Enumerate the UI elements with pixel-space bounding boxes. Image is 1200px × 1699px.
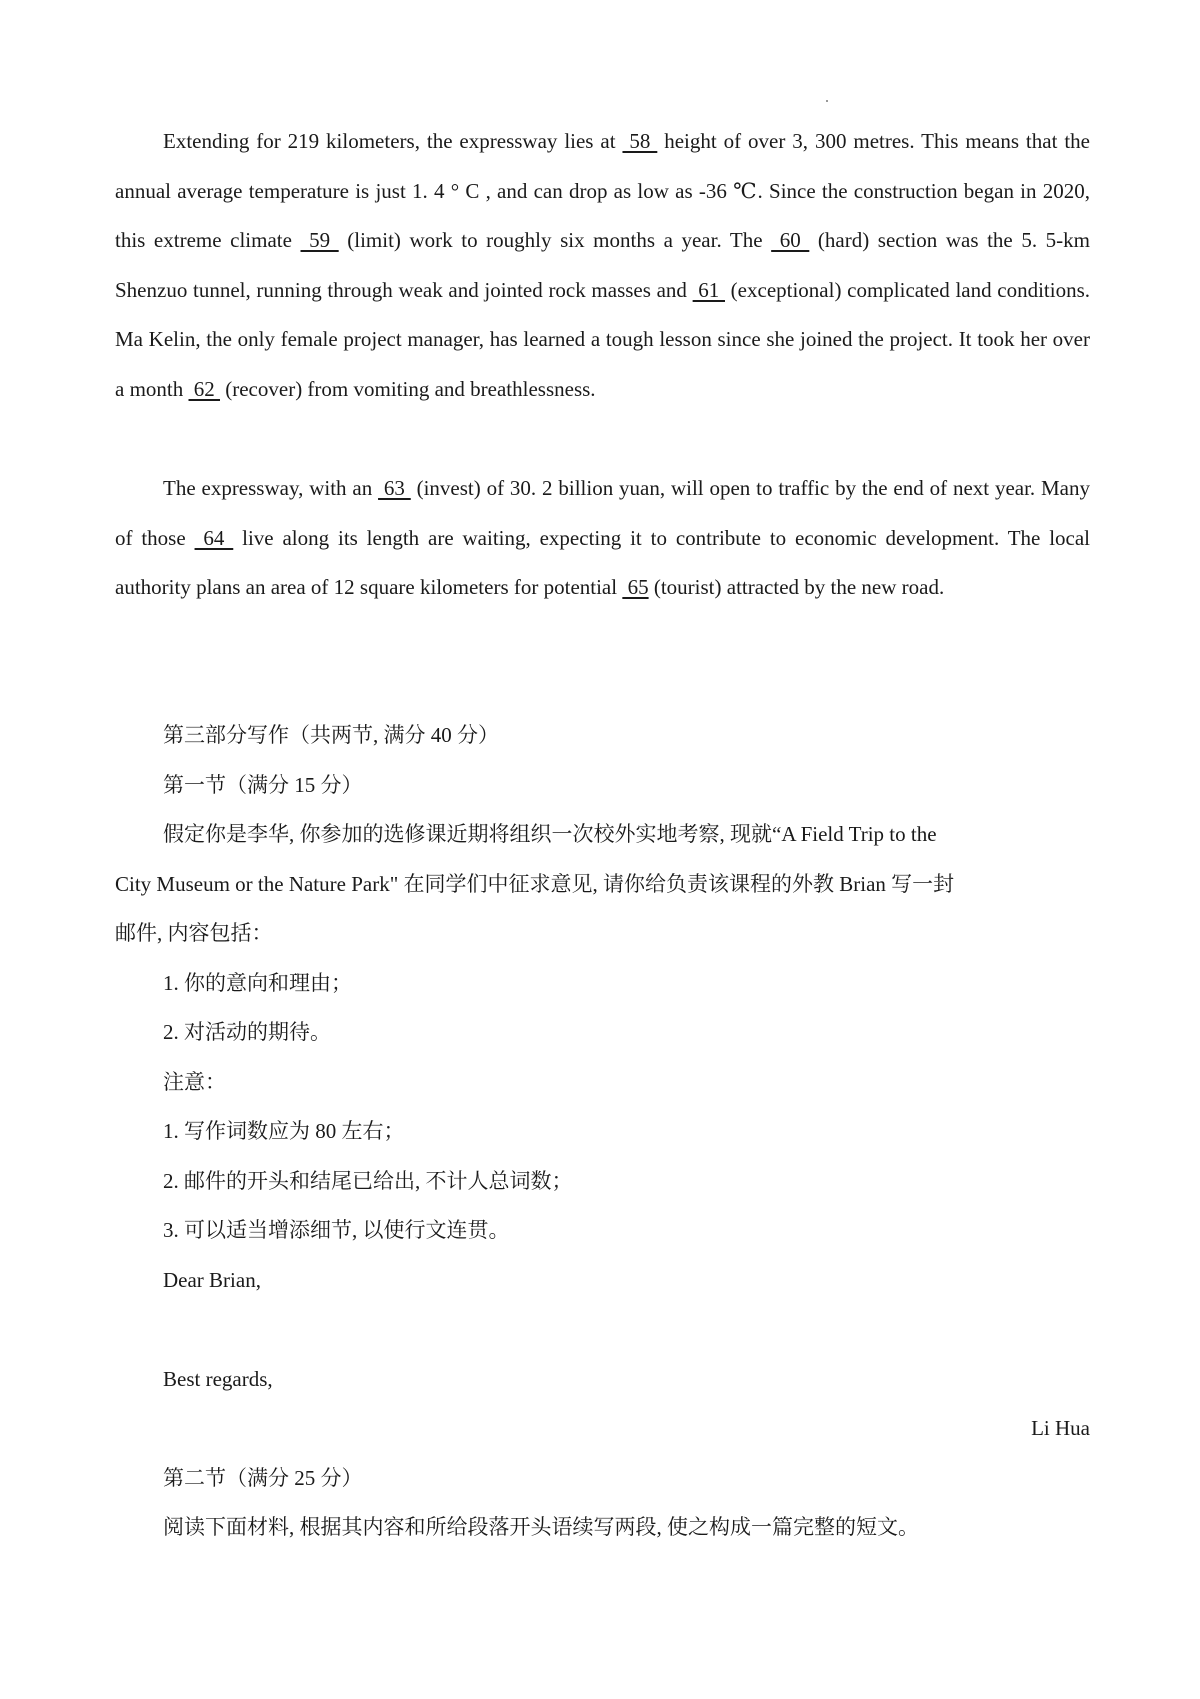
section2-instruction: 阅读下面材料, 根据其内容和所给段落开头语续写两段, 使之构成一篇完整的短文。 bbox=[163, 1515, 919, 1539]
blank-61: 61 bbox=[692, 277, 725, 302]
blank-63: 63 bbox=[378, 476, 411, 500]
blank-65: 65 bbox=[622, 575, 649, 600]
passage-text: (tourist) attracted by the new road. bbox=[648, 575, 945, 600]
part-title: 第三部分写作（共两节, 满分 40 分） bbox=[163, 723, 499, 747]
email-signature: Li Hua bbox=[1031, 1416, 1090, 1440]
blank-64: 64 bbox=[194, 525, 234, 550]
note-1: 1. 写作词数应为 80 左右； bbox=[163, 1119, 405, 1143]
passage-text: (recover) from vomiting and breathlessness. bbox=[220, 376, 596, 401]
blank-62: 62 bbox=[188, 376, 220, 401]
passage-text: The expressway, with an bbox=[163, 476, 379, 500]
prompt-line-3: 邮件, 内容包括： bbox=[115, 921, 273, 945]
passage-text: (invest) of 30. 2 billion yuan, will open to traffic by the end of next year. Many of those bbox=[115, 476, 1091, 550]
blank-60: 60 bbox=[771, 228, 810, 253]
section1-title: 第一节（满分 15 分） bbox=[163, 773, 363, 797]
passage-text: (hard) section was the 5. 5-km Shenzuo tunnel, running through weak and jointed rock masses and bbox=[115, 228, 1090, 302]
passage-text: height of over 3, 300 metres. This means that the annual average temperature is just 1. 4 ° C , and can drop as low as -36 ℃. Since the construction began in 2020, this extreme climate bbox=[115, 129, 1090, 253]
section2-title: 第二节（满分 25 分） bbox=[163, 1466, 363, 1490]
prompt-line-2: City Museum or the Nature Park" 在同学们中征求意见, 请你给负责该课程的外教 Brian 写一封 bbox=[115, 872, 955, 896]
email-closing: Best regards, bbox=[163, 1367, 273, 1391]
note-2: 2. 邮件的开头和结尾已给出, 不计人总词数； bbox=[163, 1169, 573, 1193]
blank-58: 58 bbox=[622, 129, 658, 153]
content-item-2: 2. 对活动的期待。 bbox=[163, 1020, 331, 1044]
passage-text: Extending for 219 kilometers, the expressway lies at bbox=[163, 129, 623, 153]
scan-speck bbox=[826, 100, 828, 102]
email-greeting: Dear Brian, bbox=[163, 1268, 261, 1292]
content-item-1: 1. 你的意向和理由； bbox=[163, 971, 352, 995]
passage-paragraph-1 bbox=[115, 117, 1090, 415]
notes-title: 注意： bbox=[163, 1070, 226, 1094]
blank-59: 59 bbox=[300, 228, 339, 253]
passage-text: live along its length are waiting, expecting it to contribute to economic development. The local authority plans an area of 12 square kilometers for potential bbox=[115, 525, 1091, 600]
passage-text: (limit) work to roughly six months a year. The bbox=[338, 228, 772, 253]
note-3: 3. 可以适当增添细节, 以使行文连贯。 bbox=[163, 1218, 510, 1242]
passage-text: (exceptional) complicated land conditions. Ma Kelin, the only female project manager, has learned a tough lesson since she joined the project. It took her over a month bbox=[115, 277, 1091, 401]
passage-paragraph-2 bbox=[115, 464, 1090, 613]
prompt-line-1: 假定你是李华, 你参加的选修课近期将组织一次校外实地考察, 现就“A Field Trip to the bbox=[163, 822, 937, 846]
